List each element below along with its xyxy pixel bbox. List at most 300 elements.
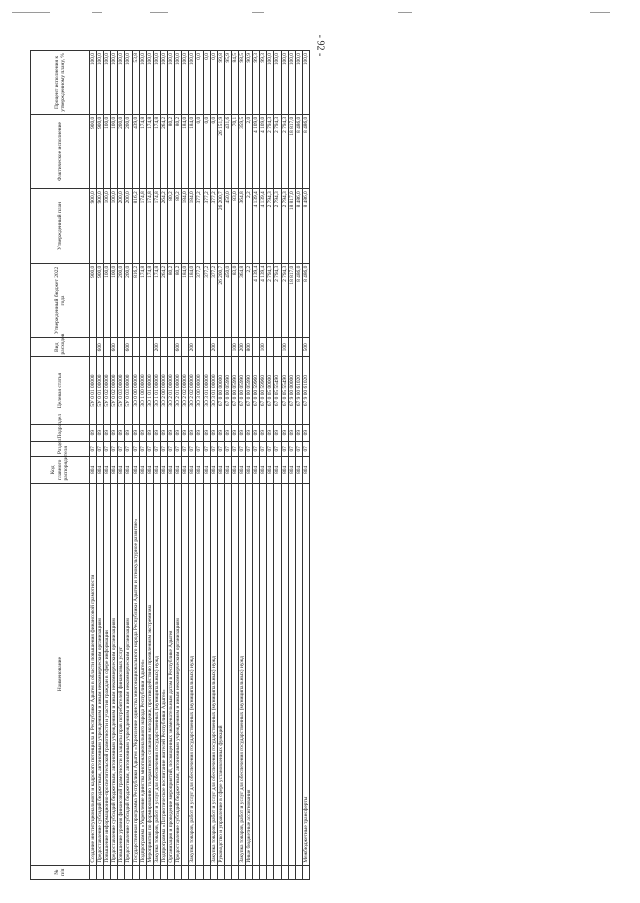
header-percent: Процент исполнения к утвержденному плану, %	[31, 51, 90, 115]
cell-budget: 8 486,0	[302, 263, 309, 337]
cell-csr: 67 9 00 00000	[288, 357, 295, 424]
cell-approved: 364,8	[238, 189, 245, 263]
cell-rz: 07	[246, 441, 253, 457]
cell-approved: 100,0	[111, 189, 118, 263]
cell-pr: 09	[189, 424, 196, 441]
cell-budget: 18 817,0	[288, 263, 295, 337]
cell-percent: 100,0	[139, 51, 146, 115]
cell-percent: 100,0	[175, 51, 182, 115]
cell-idx	[203, 865, 210, 879]
cell-percent: 100,0	[302, 51, 309, 115]
cell-actual: 200,0	[118, 114, 125, 188]
cell-grbs: 804	[203, 457, 210, 483]
cell-budget: 900,0	[97, 263, 104, 337]
table-row	[189, 51, 196, 880]
cell-name	[224, 483, 231, 865]
cell-pr: 09	[104, 424, 111, 441]
cell-rz: 07	[260, 441, 267, 457]
cell-actual: 100,0	[104, 114, 111, 188]
cell-pr: 09	[139, 424, 146, 441]
cell-pr: 09	[182, 424, 189, 441]
cell-rz: 07	[139, 441, 146, 457]
cell-pr: 09	[146, 424, 153, 441]
cell-percent: 100,0	[182, 51, 189, 115]
cell-csr: 67 0 00 05990	[246, 357, 253, 424]
table-row	[153, 51, 160, 880]
cell-percent: 100,0	[90, 51, 97, 115]
cell-rz: 07	[189, 441, 196, 457]
cell-pr: 09	[295, 424, 302, 441]
cell-grbs: 804	[132, 457, 139, 483]
cell-vr	[146, 338, 153, 357]
table-row	[139, 51, 146, 880]
cell-name: Подпрограмма «Укрепление единства многонационального народа Республики Адыгея»	[139, 483, 146, 865]
cell-name	[182, 483, 189, 865]
cell-name	[260, 483, 267, 865]
cell-csr: 3О 2 01 00000	[168, 357, 175, 424]
cell-csr: 67 0 00 05990	[238, 357, 245, 424]
cell-idx	[281, 865, 288, 879]
cell-pr: 09	[196, 424, 203, 441]
cell-csr: 3О 2 00 00000	[160, 357, 167, 424]
cell-pr: 09	[302, 424, 309, 441]
table-row	[132, 51, 139, 880]
cell-vr: 100	[260, 338, 267, 357]
cell-idx	[217, 865, 224, 879]
cell-actual: 900,0	[90, 114, 97, 188]
cell-actual: 4 109,0	[253, 114, 260, 188]
cell-pr: 09	[224, 424, 231, 441]
cell-idx	[118, 865, 125, 879]
cell-grbs: 804	[182, 457, 189, 483]
cell-grbs: 804	[288, 457, 295, 483]
header-grbs: Код главного распорядителя	[31, 457, 90, 483]
cell-name	[267, 483, 274, 865]
cell-percent: 100,0	[97, 51, 104, 115]
cell-pr: 09	[111, 424, 118, 441]
table-header-row	[31, 51, 90, 880]
cell-actual: 264,2	[160, 114, 167, 188]
cell-approved: 174,8	[139, 189, 146, 263]
cell-name: Предоставление субсидий бюджетным, автономным учреждениям и иным некоммерческим организациям	[111, 483, 118, 865]
cell-rz: 07	[111, 441, 118, 457]
cell-idx	[168, 865, 175, 879]
table-row	[146, 51, 153, 880]
cell-percent: 100,0	[118, 51, 125, 115]
cell-rz: 07	[288, 441, 295, 457]
cell-name: Закупка товаров, работ и услуг для обеспечения государственных (муниципальных) нужд	[210, 483, 217, 865]
cell-grbs: 804	[97, 457, 104, 483]
cell-csr: 67 0 00 59960	[253, 357, 260, 424]
cell-vr: 600	[125, 338, 132, 357]
table-row	[267, 51, 274, 880]
cell-rz: 07	[267, 441, 274, 457]
cell-pr: 09	[267, 424, 274, 441]
cell-name: Иные бюджетные ассигнования	[246, 483, 253, 865]
cell-pr: 09	[210, 424, 217, 441]
cell-csr: 67 0 05 00000	[267, 357, 274, 424]
cell-name	[196, 483, 203, 865]
cell-name	[288, 483, 295, 865]
table-row	[288, 51, 295, 880]
cell-budget: 264,2	[160, 263, 167, 337]
cell-percent: 100,0	[160, 51, 167, 115]
cell-name	[203, 483, 210, 865]
cell-approved: 200,0	[118, 189, 125, 263]
cell-grbs: 804	[267, 457, 274, 483]
cell-rz: 07	[302, 441, 309, 457]
cell-percent: 84,5	[231, 51, 238, 115]
cell-name	[231, 483, 238, 865]
table-row	[90, 51, 97, 880]
cell-actual: 18 817,0	[288, 114, 295, 188]
cell-grbs: 804	[125, 457, 132, 483]
cell-grbs: 804	[104, 457, 111, 483]
page-number: - 92 -	[314, 34, 326, 57]
cell-actual: 174,8	[153, 114, 160, 188]
table-row	[168, 51, 175, 880]
cell-idx	[90, 865, 97, 879]
cell-approved: 4 139,4	[260, 189, 267, 263]
cell-rz: 07	[182, 441, 189, 457]
cell-budget: 174,8	[139, 263, 146, 337]
cell-actual: 4 109,0	[260, 114, 267, 188]
cell-percent: 100,0	[168, 51, 175, 115]
cell-budget: 26 200,7	[217, 263, 224, 337]
cell-rz: 07	[160, 441, 167, 457]
cell-csr: 67 0 05 55490	[281, 357, 288, 424]
cell-name: Предоставление субсидий бюджетным, автономным учреждениям и иным некоммерческим организациям	[175, 483, 182, 865]
cell-approved: 8 486,0	[302, 189, 309, 263]
cell-budget: 200,0	[118, 263, 125, 337]
cell-csr: 3О 1 01 00000	[153, 357, 160, 424]
cell-actual: 900,0	[97, 114, 104, 188]
cell-vr	[90, 338, 97, 357]
cell-approved: 83,0	[231, 189, 238, 263]
cell-csr: 3О 2 02 00000	[189, 357, 196, 424]
cell-percent: 99,3	[253, 51, 260, 115]
cell-percent: 0,0	[196, 51, 203, 115]
cell-pr: 09	[288, 424, 295, 441]
cell-rz: 07	[125, 441, 132, 457]
cell-rz: 07	[90, 441, 97, 457]
cell-actual: 2 794,3	[267, 114, 274, 188]
cell-csr: 5У 0 03 00000	[125, 357, 132, 424]
cell-rz: 07	[295, 441, 302, 457]
cell-rz: 07	[238, 441, 245, 457]
cell-budget: 2 794,3	[267, 263, 274, 337]
table-row	[260, 51, 267, 880]
cell-rz: 07	[281, 441, 288, 457]
cell-percent: 100,0	[295, 51, 302, 115]
cell-name: Закупка товаров, работ и услуг для обеспечения государственных (муниципальных) нужд	[238, 483, 245, 865]
cell-rz: 07	[153, 441, 160, 457]
cell-name: Руководство и управление в сфере установленных функций	[217, 483, 224, 865]
cell-approved: 264,2	[160, 189, 167, 263]
cell-vr	[217, 338, 224, 357]
cell-grbs: 804	[295, 457, 302, 483]
cell-percent: 98,5	[238, 51, 245, 115]
cell-name: Повышение уровня финансовой грамотности и защиты прав потребителей финансовых услуг	[118, 483, 125, 865]
cell-percent: 53,8	[132, 51, 139, 115]
cell-csr: 67 0 00 59960	[260, 357, 267, 424]
cell-csr: 5У 0 03 00000	[118, 357, 125, 424]
cell-actual: 26 151,9	[217, 114, 224, 188]
cell-vr	[274, 338, 281, 357]
cell-budget: 80,2	[175, 263, 182, 337]
cell-approved: 26 200,7	[217, 189, 224, 263]
table-row	[125, 51, 132, 880]
cell-csr: 67 9 00 61020	[295, 357, 302, 424]
cell-csr: 3О 3 01 00000	[203, 357, 210, 424]
cell-budget: 2 794,3	[281, 263, 288, 337]
cell-approved: 174,8	[153, 189, 160, 263]
cell-grbs: 804	[238, 457, 245, 483]
cell-grbs: 804	[246, 457, 253, 483]
cell-idx	[210, 865, 217, 879]
cell-pr: 09	[160, 424, 167, 441]
cell-idx	[153, 865, 160, 879]
cell-approved: 80,2	[175, 189, 182, 263]
cell-pr: 09	[217, 424, 224, 441]
table-row	[217, 51, 224, 880]
cell-idx	[231, 865, 238, 879]
cell-percent: 100,0	[274, 51, 281, 115]
cell-vr	[253, 338, 260, 357]
cell-idx	[189, 865, 196, 879]
cell-name: Межбюджетные трансферты	[302, 483, 309, 865]
cell-grbs: 804	[281, 457, 288, 483]
cell-idx	[175, 865, 182, 879]
cell-rz: 07	[224, 441, 231, 457]
cell-grbs: 804	[160, 457, 167, 483]
table-row	[224, 51, 231, 880]
cell-idx	[182, 865, 189, 879]
header-budget: Утвержденный бюджет 2022 года	[31, 263, 90, 337]
cell-vr	[168, 338, 175, 357]
cell-vr	[139, 338, 146, 357]
table-row	[210, 51, 217, 880]
cell-grbs: 804	[118, 457, 125, 483]
cell-name: Мероприятия по формированию толерантного сознания молодежи, противодействию проявлениям экстремизма	[146, 483, 153, 865]
cell-approved: 900,0	[90, 189, 97, 263]
cell-approved: 377,2	[196, 189, 203, 263]
cell-approved: 377,2	[210, 189, 217, 263]
cell-idx	[111, 865, 118, 879]
rotated-table-sheet	[30, 50, 630, 880]
cell-approved: 174,8	[146, 189, 153, 263]
cell-pr: 09	[125, 424, 132, 441]
table-row	[160, 51, 167, 880]
cell-rz: 07	[196, 441, 203, 457]
cell-idx	[146, 865, 153, 879]
cell-approved: 8 486,0	[295, 189, 302, 263]
cell-rz: 07	[146, 441, 153, 457]
cell-csr: 67 0 00 05990	[231, 357, 238, 424]
cell-percent: 100,0	[104, 51, 111, 115]
cell-budget: 364,8	[238, 263, 245, 337]
cell-percent: 100,0	[146, 51, 153, 115]
cell-idx	[104, 865, 111, 879]
cell-approved: 2,2	[246, 189, 253, 263]
cell-actual: 184,0	[182, 114, 189, 188]
cell-idx	[196, 865, 203, 879]
cell-actual: 8 486,0	[295, 114, 302, 188]
cell-budget: 377,2	[196, 263, 203, 337]
cell-idx	[160, 865, 167, 879]
table-row	[97, 51, 104, 880]
cell-vr	[182, 338, 189, 357]
cell-name: Государственная программа Республики Адыгея «Укрепление единства многонационального народа Республики Адыгея и этнокультурное развитие»	[132, 483, 139, 865]
cell-budget: 100,0	[111, 263, 118, 337]
cell-percent: 95,9	[224, 51, 231, 115]
cell-rz: 07	[253, 441, 260, 457]
cell-approved: 18 817,0	[288, 189, 295, 263]
cell-rz: 07	[118, 441, 125, 457]
cell-grbs: 804	[217, 457, 224, 483]
cell-approved: 900,0	[97, 189, 104, 263]
cell-actual: 80,2	[168, 114, 175, 188]
table-row	[238, 51, 245, 880]
cell-grbs: 804	[153, 457, 160, 483]
cell-name	[274, 483, 281, 865]
cell-percent: 100,0	[281, 51, 288, 115]
cell-grbs: 804	[210, 457, 217, 483]
cell-approved: 816,2	[132, 189, 139, 263]
cell-rz: 07	[175, 441, 182, 457]
table-row	[274, 51, 281, 880]
cell-actual: 100,0	[111, 114, 118, 188]
cell-idx	[260, 865, 267, 879]
cell-percent: 99,3	[260, 51, 267, 115]
header-idx: № п/п	[31, 865, 90, 879]
cell-csr: 3О 2 01 00000	[175, 357, 182, 424]
cell-rz: 07	[217, 441, 224, 457]
cell-vr: 600	[111, 338, 118, 357]
header-name: Наименование	[31, 483, 90, 865]
cell-vr	[224, 338, 231, 357]
cell-vr	[196, 338, 203, 357]
cell-rz: 07	[132, 441, 139, 457]
cell-pr: 09	[274, 424, 281, 441]
cell-vr	[132, 338, 139, 357]
cell-idx	[139, 865, 146, 879]
cell-rz: 07	[210, 441, 217, 457]
cell-budget: 184,0	[189, 263, 196, 337]
cell-idx	[295, 865, 302, 879]
cell-idx	[125, 865, 132, 879]
cell-csr: 67 0 00 00000	[217, 357, 224, 424]
cell-actual: 200,0	[125, 114, 132, 188]
cell-csr: 67 0 00 05990	[224, 357, 231, 424]
cell-grbs: 804	[231, 457, 238, 483]
cell-idx	[267, 865, 274, 879]
cell-budget: 83,0	[231, 263, 238, 337]
cell-csr: 3О 1 01 00000	[146, 357, 153, 424]
cell-actual: 8 486,0	[302, 114, 309, 188]
cell-csr: 3О 3 01 00000	[210, 357, 217, 424]
cell-actual: 0,0	[210, 114, 217, 188]
cell-budget: 450,0	[224, 263, 231, 337]
cell-pr: 09	[253, 424, 260, 441]
header-rz: Раздел	[31, 441, 90, 457]
cell-approved: 200,0	[125, 189, 132, 263]
cell-pr: 09	[90, 424, 97, 441]
table-row	[246, 51, 253, 880]
cell-name: Повышение информационно-просветительской грамотности и участия граждан в сфере информации	[104, 483, 111, 865]
cell-csr: 67 9 00 61020	[302, 357, 309, 424]
cell-rz: 07	[104, 441, 111, 457]
cell-actual: 359,5	[238, 114, 245, 188]
cell-approved: 80,2	[168, 189, 175, 263]
cell-budget: 900,0	[90, 263, 97, 337]
cell-grbs: 804	[260, 457, 267, 483]
table-row	[104, 51, 111, 880]
cell-actual: 2 794,3	[281, 114, 288, 188]
cell-name: Закупка товаров, работ и услуг для обеспечения государственных (муниципальных) нужд	[189, 483, 196, 865]
cell-pr: 09	[168, 424, 175, 441]
cell-grbs: 804	[90, 457, 97, 483]
cell-pr: 09	[238, 424, 245, 441]
cell-csr: 3О 2 02 00000	[182, 357, 189, 424]
cell-actual: 439,0	[132, 114, 139, 188]
cell-name: Создание институционального и кадрового потенциала в Республике Адыгея в области повышения финансовой грамотности	[90, 483, 97, 865]
header-approved: Утвержденный план	[31, 189, 90, 263]
cell-grbs: 804	[168, 457, 175, 483]
cell-approved: 4 139,4	[253, 189, 260, 263]
cell-vr: 200	[153, 338, 160, 357]
cell-pr: 09	[118, 424, 125, 441]
cell-vr: 600	[97, 338, 104, 357]
cell-approved: 450,0	[224, 189, 231, 263]
cell-rz: 07	[97, 441, 104, 457]
cell-grbs: 804	[224, 457, 231, 483]
cell-grbs: 804	[253, 457, 260, 483]
cell-actual: 0,0	[203, 114, 210, 188]
cell-pr: 09	[153, 424, 160, 441]
cell-percent: 90,9	[246, 51, 253, 115]
table-row	[281, 51, 288, 880]
cell-percent: 100,0	[153, 51, 160, 115]
cell-vr	[295, 338, 302, 357]
cell-vr: 500	[302, 338, 309, 357]
header-actual: Фактическое исполнение	[31, 114, 90, 188]
cell-name	[281, 483, 288, 865]
cell-approved: 2 794,3	[281, 189, 288, 263]
cell-grbs: 804	[139, 457, 146, 483]
cell-approved: 377,2	[203, 189, 210, 263]
cell-rz: 07	[168, 441, 175, 457]
table-row	[182, 51, 189, 880]
cell-name	[253, 483, 260, 865]
cell-budget: 377,2	[203, 263, 210, 337]
cell-vr: 200	[238, 338, 245, 357]
cell-idx	[97, 865, 104, 879]
cell-grbs: 804	[111, 457, 118, 483]
cell-idx	[132, 865, 139, 879]
table-row	[118, 51, 125, 880]
table-row	[302, 51, 309, 880]
cell-rz: 07	[274, 441, 281, 457]
cell-percent: 99,8	[217, 51, 224, 115]
cell-csr: 5У 0 02 00000	[111, 357, 118, 424]
table-row	[175, 51, 182, 880]
cell-actual: 431,6	[224, 114, 231, 188]
cell-actual: 174,8	[139, 114, 146, 188]
cell-grbs: 804	[196, 457, 203, 483]
cell-budget: 200,0	[125, 263, 132, 337]
cell-name: Подпрограмма «Патриотическое воспитание жителей Республики Адыгея»	[160, 483, 167, 865]
